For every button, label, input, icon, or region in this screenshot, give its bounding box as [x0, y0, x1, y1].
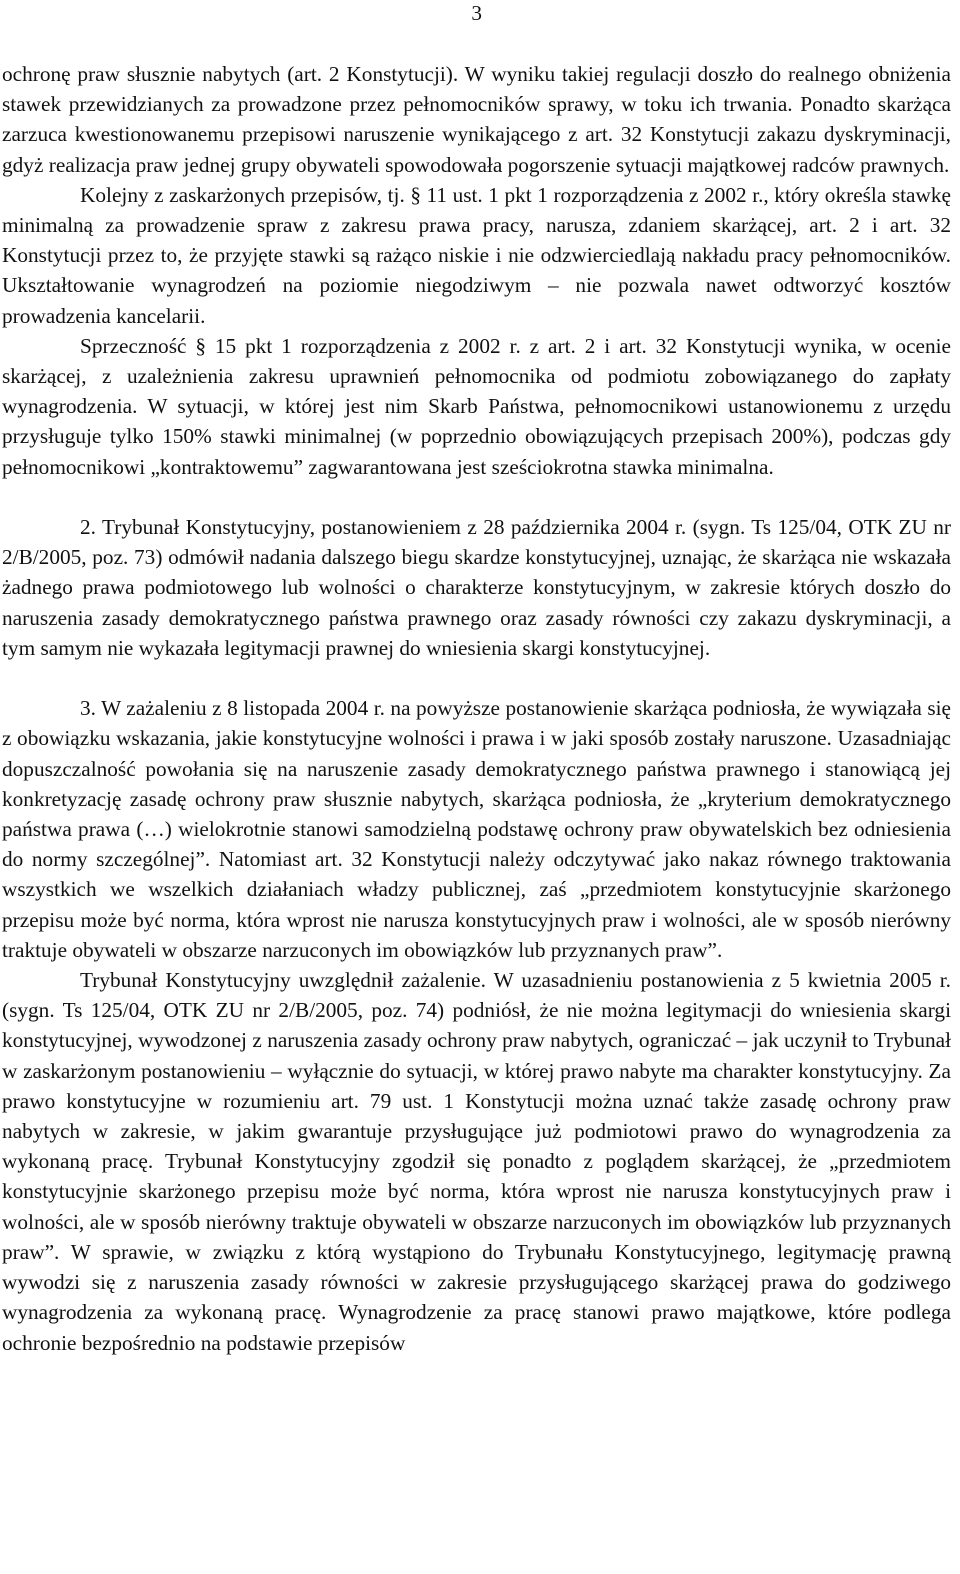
paragraph-3: Sprzeczność § 15 pkt 1 rozporządzenia z 2002 r. z art. 2 i art. 32 Konstytucji wynika, w ocenie skarżącej, z uzależnienia zakresu uprawnień pełnomocnika od podmiotu zobowiązanego do zapłaty wynagrodzenia. W sytuacji, w której jest nim Skarb Państwa, pełnomocnikowi ustanowionemu z urzędu przysługuje tylko 150% stawki minimalnej (w poprzednio obowiązujących przepisach 200%), podczas gdy pełnomocnikowi „kontraktowemu” zagwarantowana jest sześciokrotna stawka minimalna. [2, 333, 951, 479]
document-body [2, 59, 951, 1358]
paragraph-6: Trybunał Konstytucyjny uwzględnił zażalenie. W uzasadnieniu postanowienia z 5 kwietnia 2005 r. (sygn. Ts 125/04, OTK ZU nr 2/B/2005, poz. 74) podniósł, że nie można legitymacji do wniesienia skargi konstytucyjnej, wywodzonej z naruszenia zasady ochrony praw nabytych, ograniczać – jak uczynił to Trybunał w zaskarżonym postanowieniu – wyłącznie do sytuacji, w której prawo nabyte ma charakter konstytucyjny. Za prawo konstytucyjne w rozumieniu art. 79 ust. 1 Konstytucji można uznać także zasadę ochrony praw nabytych w zakresie, w jakim gwarantuje przysługujące już podmiotowi prawo do wynagrodzenia za wykonaną pracę. Trybunał Konstytucyjny zgodził się ponadto z poglądem skarżącej, że „przedmiotem konstytucyjnie skarżonego przepisu może być norma, która wprost nie narusza konstytucyjnych praw i wolności, ale w sposób nierówny traktuje obywateli w obszarze narzuconych im obowiązków lub przyznanych praw”. W sprawie, w związku z którą wystąpiono do Trybunału Konstytucyjnego, legitymację prawną wywodzi się z naruszenia zasady równości w zakresie przysługującego skarżącej prawa do godziwego wynagrodzenia za wykonaną pracę. Wynagrodzenie za pracę stanowi prawo majątkowe, które podlega ochronie bezpośrednio na podstawie przepisów [2, 968, 951, 1355]
paragraph-4: 2. Trybunał Konstytucyjny, postanowieniem z 28 października 2004 r. (sygn. Ts 125/04, OTK ZU nr 2/B/2005, poz. 73) odmówił nadania dalszego biegu skardze konstytucyjnej, uznając, że skarżąca nie wskazała żadnego prawa podmiotowego lub wolności o charakterze konstytucyjnym, w zakresie których doszło do naruszenia zasady demokratycznego państwa prawnego oraz zasady równości czy zakazu dyskryminacji, a tym samym nie wykazała legitymacji prawnej do wniesienia skargi konstytucyjnej. [2, 515, 951, 660]
paragraph-1: ochronę praw słusznie nabytych (art. 2 Konstytucji). W wyniku takiej regulacji doszło do realnego obniżenia stawek przewidzianych za prowadzone przez pełnomocników sprawy, w toku ich trwania. Ponadto skarżąca zarzuca kwestionowanemu przepisowi naruszenie wynikającego z art. 32 Konstytucji zakazu dyskryminacji, gdyż realizacja praw jednej grupy obywateli spowodowała pogorszenie sytuacji majątkowej radców prawnych. [2, 62, 951, 177]
page-number: 3 [471, 1, 482, 25]
paragraph-2: Kolejny z zaskarżonych przepisów, tj. § 11 ust. 1 pkt 1 rozporządzenia z 2002 r., który określa stawkę minimalną za prowadzenie spraw z zakresu prawa pracy, narusza, zdaniem skarżącej, art. 2 i art. 32 Konstytucji przez to, że przyjęte stawki są rażąco niskie i nie odzwierciedlają nakładu pracy pełnomocników. Ukształtowanie wynagrodzeń na poziomie niegodziwym – nie pozwala nawet odtworzyć kosztów prowadzenia kancelarii. [2, 182, 951, 328]
paragraph-5: 3. W zażaleniu z 8 listopada 2004 r. na powyższe postanowienie skarżąca podniosła, że wywiązała się z obowiązku wskazania, jakie konstytucyjne wolności i prawa i w jaki sposób zostały naruszone. Uzasadniając dopuszczalność powołania się na naruszenie zasady demokratycznego państwa prawnego i stanowiącą jej konkretyzację zasadę ochrony praw słusznie nabytych, skarżąca podniosła, że „kryterium demokratycznego państwa prawa (…) wielokrotnie stanowi samodzielną podstawę ochrony praw obywatelskich bez odniesienia do normy szczególnej”. Natomiast art. 32 Konstytucji należy odczytywać jako nakaz równego traktowania wszystkich we wszelkich działaniach władzy publicznej, zaś „przedmiotem konstytucyjnie skarżonego przepisu może być norma, która wprost nie narusza konstytucyjnych praw i wolności, ale w sposób nierówny traktuje obywateli w obszarze narzuconych im obowiązków lub przyznanych praw”. [2, 696, 951, 962]
